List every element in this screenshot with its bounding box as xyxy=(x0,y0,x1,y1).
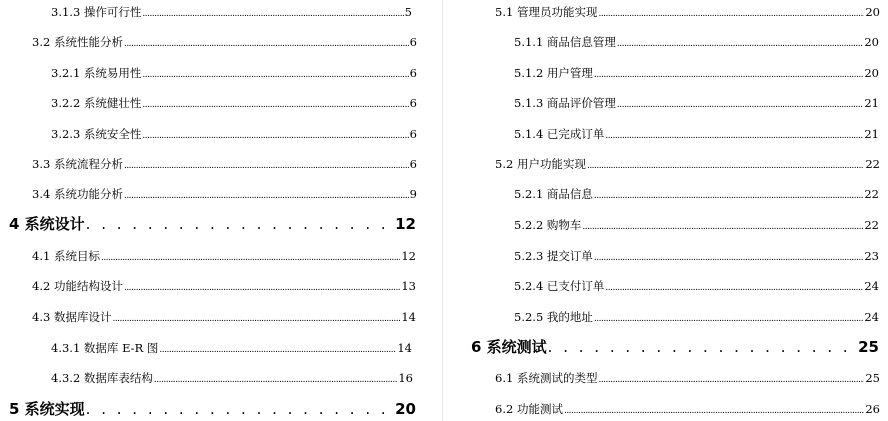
toc-leader-dots xyxy=(605,281,863,295)
toc-entry-label: 5.2.3 提交订单 xyxy=(514,249,593,263)
toc-chapter-5[interactable] xyxy=(9,400,416,418)
toc-leader-dots xyxy=(124,281,400,295)
toc-leader-dots xyxy=(142,129,408,143)
toc-entry-5-1-4[interactable] xyxy=(514,127,879,143)
toc-entry-5-2-4[interactable] xyxy=(514,279,879,295)
toc-entry-label: 3.1.3 操作可行性 xyxy=(51,5,142,19)
toc-page-number: 13 xyxy=(401,279,416,293)
toc-leader-dots xyxy=(594,251,863,265)
toc-entry-label: 4.2 功能结构设计 xyxy=(32,279,123,293)
toc-entry-3-3[interactable] xyxy=(32,157,417,173)
toc-page-number: 25 xyxy=(858,338,879,356)
toc-chapter-label: 4 系统设计 xyxy=(9,215,85,233)
toc-entry-5-1[interactable] xyxy=(495,5,880,21)
toc-entry-label: 3.3 系统流程分析 xyxy=(32,157,123,171)
toc-leader-dots xyxy=(112,312,400,326)
toc-entry-5-1-3[interactable] xyxy=(514,96,879,112)
toc-entry-label: 5.2.2 购物车 xyxy=(514,218,582,232)
toc-page-number: 5 xyxy=(404,5,412,19)
toc-page-number: 26 xyxy=(865,402,880,416)
toc-entry-label: 5.2.4 已支付订单 xyxy=(514,279,605,293)
toc-entry-label: 5.2 用户功能实现 xyxy=(495,157,586,171)
toc-page-number: 20 xyxy=(865,5,880,19)
toc-page-number: 21 xyxy=(864,127,879,141)
toc-leader-dots xyxy=(605,129,863,143)
toc-entry-3-2-3[interactable] xyxy=(51,127,417,143)
toc-entry-5-2-1[interactable] xyxy=(514,187,879,203)
toc-entry-label: 4.3.2 数据库表结构 xyxy=(51,371,153,385)
toc-leader-dots xyxy=(101,251,400,265)
toc-leader-dots xyxy=(142,98,408,112)
toc-entry-4-1[interactable] xyxy=(32,249,416,265)
toc-entry-label: 6.1 系统测试的类型 xyxy=(495,371,598,385)
toc-entry-label: 3.2.3 系统安全性 xyxy=(51,127,142,141)
toc-leader-dots xyxy=(617,98,863,112)
toc-entry-label: 3.2 系统性能分析 xyxy=(32,35,123,49)
toc-page-number: 22 xyxy=(864,218,879,232)
toc-leader-dots xyxy=(594,312,863,326)
toc-entry-label: 5.2.1 商品信息 xyxy=(514,187,593,201)
column-divider xyxy=(442,0,443,421)
toc-entry-label: 5.1.2 用户管理 xyxy=(514,66,593,80)
toc-page-number: 24 xyxy=(864,279,879,293)
toc-leader-dots xyxy=(86,400,394,418)
toc-page-number: 14 xyxy=(397,341,412,355)
toc-page-number: 6 xyxy=(409,96,417,110)
toc-entry-5-1-1[interactable] xyxy=(514,35,879,51)
toc-chapter-6[interactable] xyxy=(471,338,879,356)
toc-page-number: 6 xyxy=(409,66,417,80)
toc-page-number: 25 xyxy=(865,371,880,385)
toc-entry-5-2-3[interactable] xyxy=(514,249,879,265)
toc-leader-dots xyxy=(587,159,864,173)
toc-leader-dots xyxy=(564,404,864,418)
toc-leader-dots xyxy=(548,338,857,356)
toc-page-number: 12 xyxy=(401,249,416,263)
toc-entry-label: 4.3 数据库设计 xyxy=(32,310,112,324)
toc-entry-label: 3.2.1 系统易用性 xyxy=(51,66,142,80)
toc-entry-3-1-3[interactable] xyxy=(51,5,412,21)
toc-entry-5-1-2[interactable] xyxy=(514,66,879,82)
toc-leader-dots xyxy=(598,373,864,387)
toc-chapter-4[interactable] xyxy=(9,215,416,233)
toc-page-number: 24 xyxy=(864,310,879,324)
toc-page-number: 20 xyxy=(864,66,879,80)
toc-leader-dots xyxy=(124,189,409,203)
toc-leader-dots xyxy=(594,189,863,203)
toc-leader-dots xyxy=(582,220,863,234)
toc-entry-label: 4.3.1 数据库 E-R 图 xyxy=(51,341,159,355)
toc-entry-4-3-1[interactable] xyxy=(51,341,412,357)
toc-leader-dots xyxy=(124,37,409,51)
toc-entry-3-2-1[interactable] xyxy=(51,66,417,82)
toc-leader-dots xyxy=(617,37,863,51)
toc-page-number: 20 xyxy=(395,400,416,418)
toc-page-number: 6 xyxy=(409,157,417,171)
toc-entry-3-4[interactable] xyxy=(32,187,417,203)
toc-page-number: 23 xyxy=(864,249,879,263)
toc-entry-label: 3.2.2 系统健壮性 xyxy=(51,96,142,110)
toc-chapter-label: 6 系统测试 xyxy=(471,338,547,356)
toc-leader-dots xyxy=(159,343,396,357)
toc-leader-dots xyxy=(598,7,864,21)
toc-page-number: 14 xyxy=(401,310,416,324)
toc-leader-dots xyxy=(594,68,863,82)
toc-entry-6-1[interactable] xyxy=(495,371,880,387)
toc-entry-4-2[interactable] xyxy=(32,279,416,295)
toc-entry-label: 5.2.5 我的地址 xyxy=(514,310,593,324)
toc-entry-3-2-2[interactable] xyxy=(51,96,417,112)
toc-leader-dots xyxy=(142,7,403,21)
toc-page-number: 21 xyxy=(864,96,879,110)
toc-entry-6-2[interactable] xyxy=(495,402,880,418)
toc-entry-label: 5.1.4 已完成订单 xyxy=(514,127,605,141)
toc-entry-3-2[interactable] xyxy=(32,35,417,51)
toc-leader-dots xyxy=(154,373,397,387)
toc-entry-label: 5.1.3 商品评价管理 xyxy=(514,96,616,110)
toc-page-number: 12 xyxy=(395,215,416,233)
toc-chapter-label: 5 系统实现 xyxy=(9,400,85,418)
toc-entry-label: 6.2 功能测试 xyxy=(495,402,563,416)
toc-entry-label: 5.1.1 商品信息管理 xyxy=(514,35,616,49)
toc-page-number: 16 xyxy=(398,371,413,385)
toc-entry-5-2-2[interactable] xyxy=(514,218,879,234)
toc-entry-label: 5.1 管理员功能实现 xyxy=(495,5,598,19)
toc-entry-5-2-5[interactable] xyxy=(514,310,879,326)
toc-leader-dots xyxy=(142,68,408,82)
toc-page-number: 6 xyxy=(409,35,417,49)
toc-page-number: 9 xyxy=(409,187,417,201)
toc-page-number: 22 xyxy=(864,187,879,201)
toc-entry-label: 3.4 系统功能分析 xyxy=(32,187,123,201)
toc-leader-dots xyxy=(124,159,409,173)
toc-entry-4-3-2[interactable] xyxy=(51,371,413,387)
toc-page-number: 6 xyxy=(409,127,417,141)
toc-entry-4-3[interactable] xyxy=(32,310,416,326)
toc-page-number: 22 xyxy=(865,157,880,171)
toc-entry-5-2[interactable] xyxy=(495,157,880,173)
toc-entry-label: 4.1 系统目标 xyxy=(32,249,100,263)
toc-page-number: 20 xyxy=(864,35,879,49)
toc-leader-dots xyxy=(86,215,394,233)
